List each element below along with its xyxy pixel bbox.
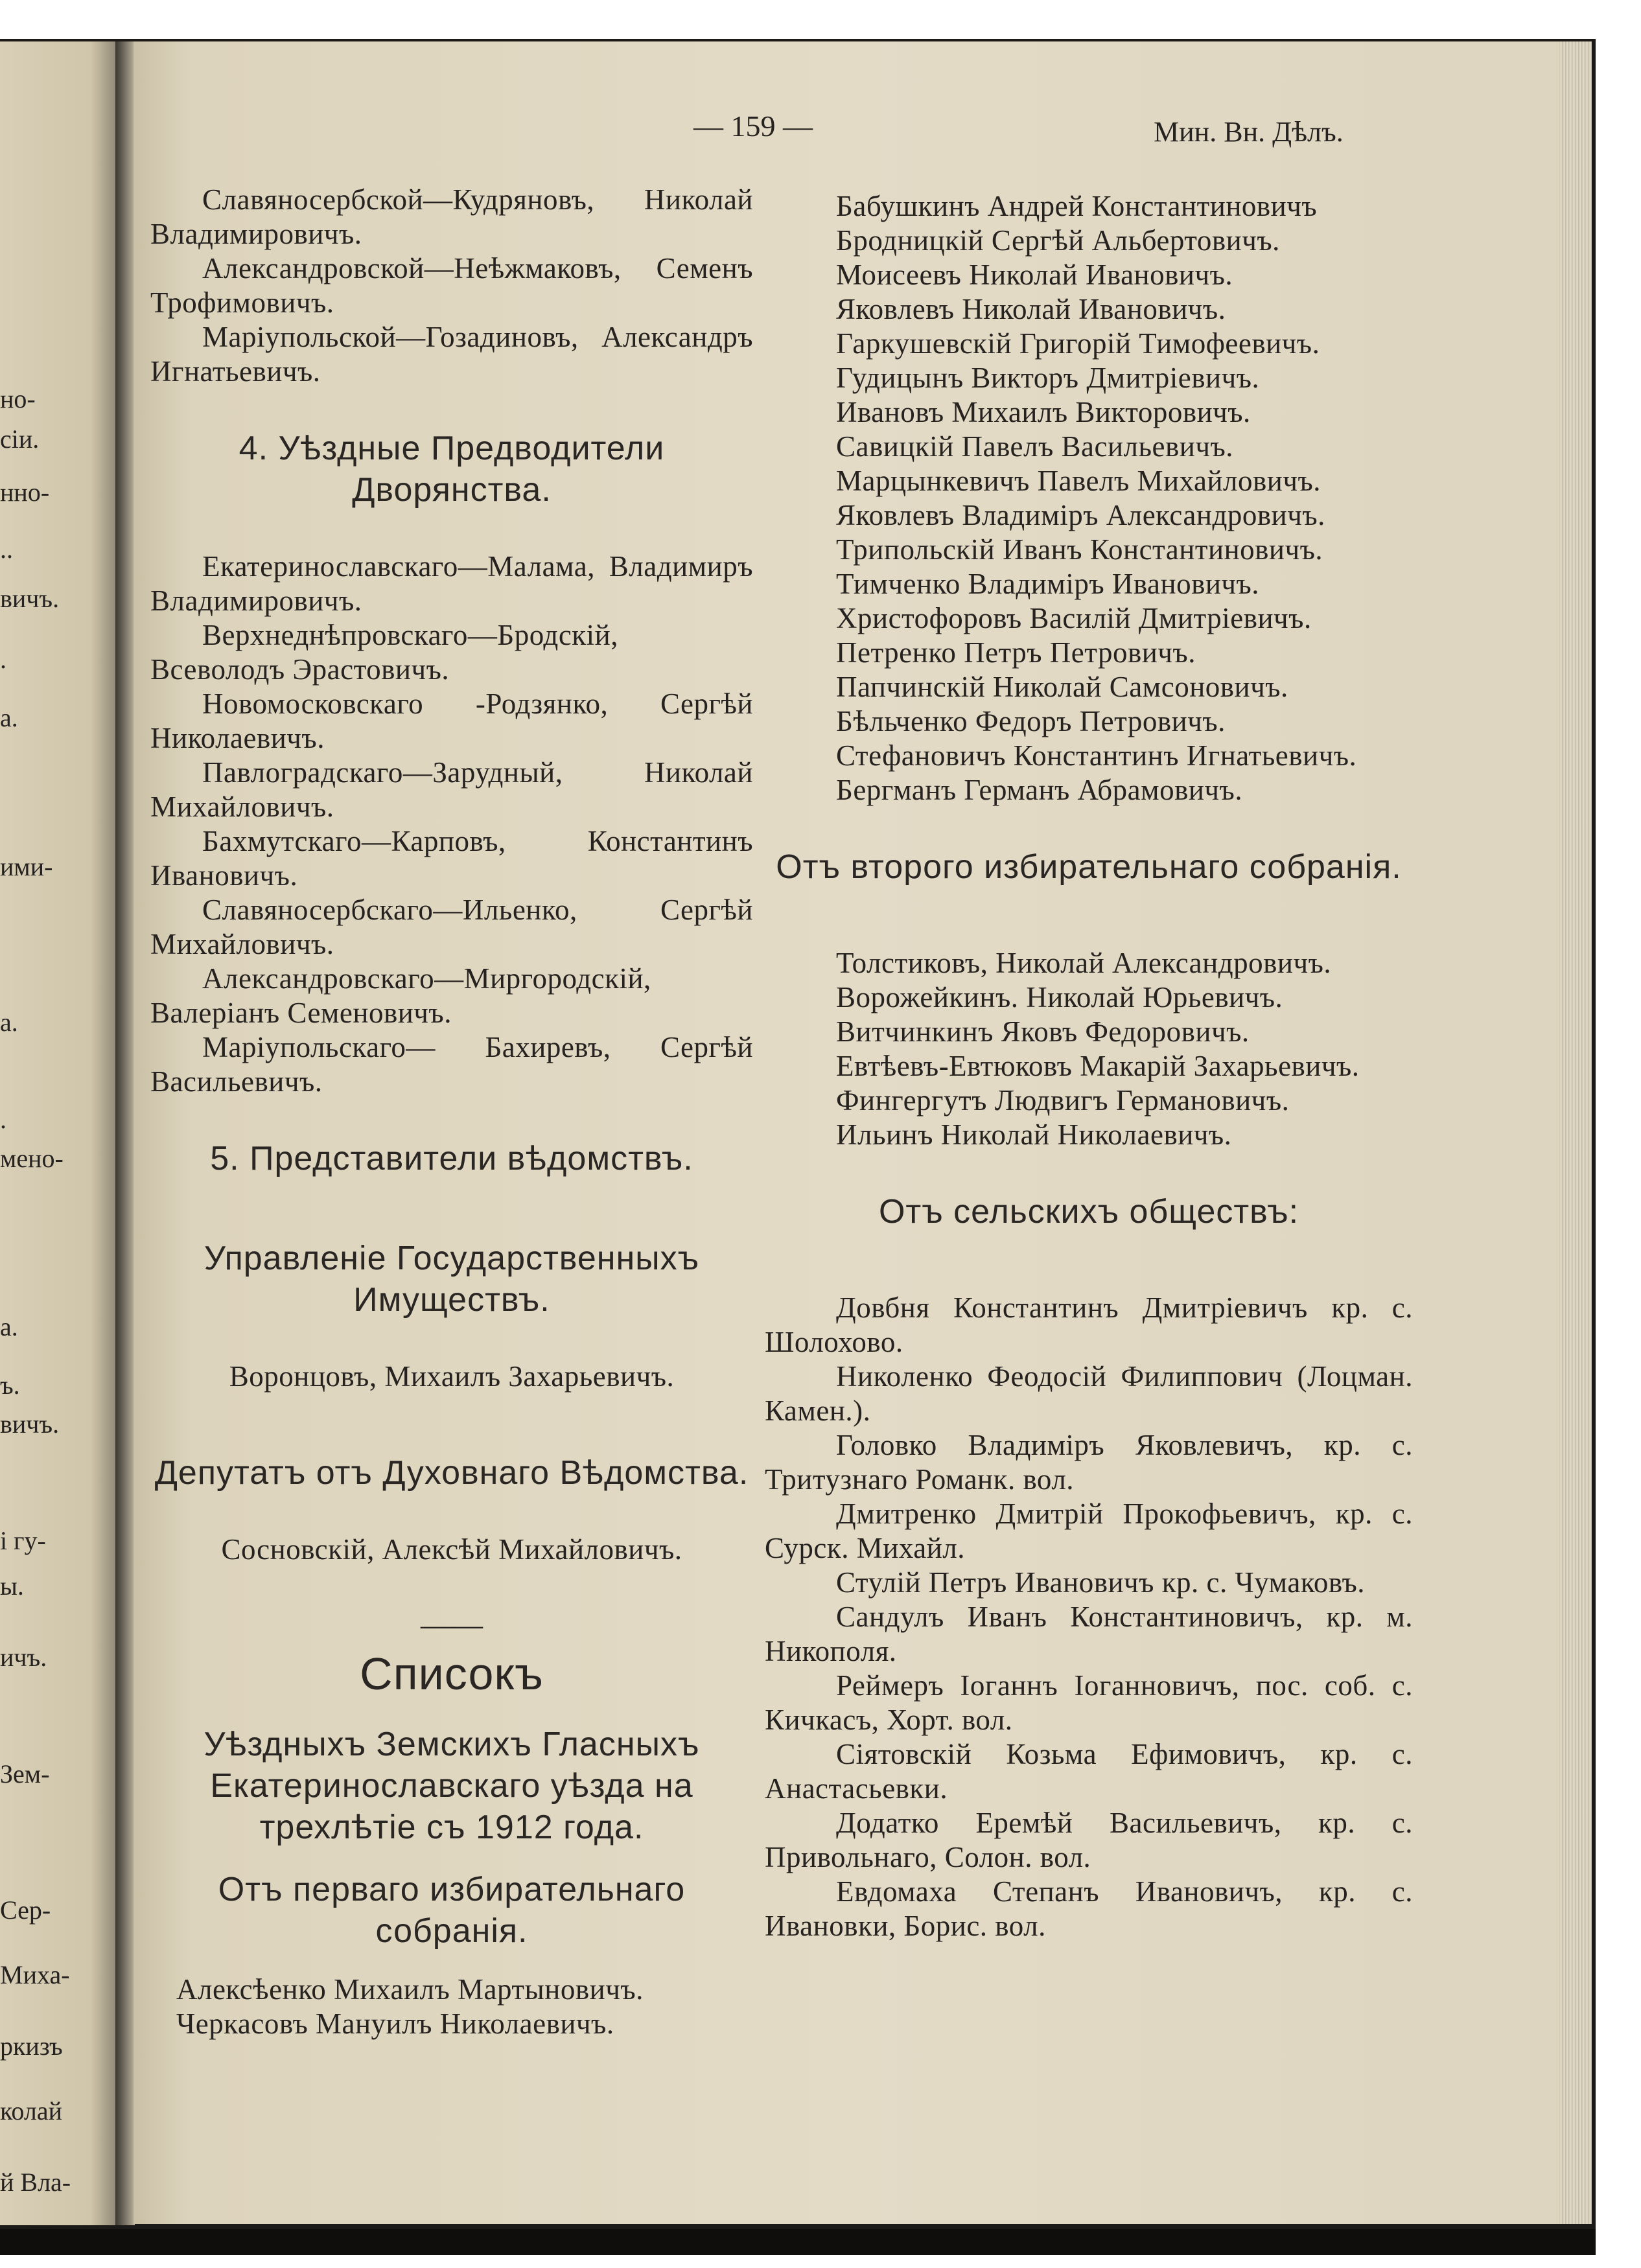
left-page-fragment: і гу- [0, 1526, 46, 1555]
running-title: Мин. Вн. Дѣлъ. [1154, 116, 1344, 148]
list-item: Ворожейкинъ. Николай Юрьевичъ. [836, 981, 1283, 1013]
list-item: Верхнеднѣпровскаго—Бродскій, Всеволодъ Эрастовичъ. [150, 619, 619, 686]
page-edges [1559, 41, 1592, 2224]
list-item: Моисеевъ Николай Ивановичъ. [836, 259, 1233, 291]
left-page-fragment: ъ. [0, 1371, 20, 1400]
list-item: Тимченко Владиміръ Ивановичъ. [836, 568, 1260, 600]
list-item: Бабушкинъ Андрей Константиновичъ [836, 190, 1318, 222]
list-item: Сіятовскій Козьма Ефимовичъ, кр. с. Анастасьевки. [765, 1738, 1413, 1805]
list-item: Александровской—Неѣжмаковъ, Семенъ Трофимовичъ. [150, 252, 753, 319]
list-item: Бергманъ Германъ Абрамовичъ. [836, 774, 1243, 806]
list-item: Бахмутскаго—Карповъ, Константинъ Ивановичъ. [150, 825, 753, 892]
list-title: Списокъ [360, 1649, 544, 1699]
list-item: Евдомаха Степанъ Ивановичъ, кр. с. Ивановки, Борис. вол. [765, 1875, 1413, 1942]
list-item: Славяносербскаго—Ильенко, Сергѣй Михайловичъ. [150, 894, 753, 960]
list-item: Фингергутъ Людвигъ Германовичъ. [836, 1084, 1290, 1117]
list-item: Гудицынъ Викторъ Дмитріевичъ. [836, 362, 1260, 394]
list-item: Николенко Феодосій Филиппович (Лоцман. Камен.). [765, 1360, 1413, 1427]
left-page-fragment: ркизъ [0, 2031, 63, 2061]
left-page-fragment: вичъ. [0, 1409, 60, 1439]
section-heading: 5. Представители вѣдомствъ. [210, 1140, 693, 1177]
section-heading: Отъ второго избирательнаго собранія. [776, 848, 1402, 886]
left-page-fragment: мено- [0, 1144, 64, 1173]
left-page-fragment: Сер- [0, 1895, 51, 1925]
list-item: Папчинскій Николай Самсоновичъ. [836, 671, 1288, 703]
list-item: Евтѣевъ-Евтюковъ Макарій Захарьевичъ. [836, 1050, 1360, 1082]
left-page-fragment: но- [0, 384, 36, 413]
right-column [765, 189, 1413, 1943]
list-item: Петренко Петръ Петровичъ. [836, 636, 1196, 669]
list-item: Гаркушевскій Григорій Тимофеевичъ. [836, 327, 1320, 360]
left-page-fragment: а. [0, 1008, 18, 1037]
left-page-fragment: . [0, 645, 6, 674]
list-item: Бродницкій Сергѣй Альбертовичъ. [836, 224, 1280, 257]
left-page-fragment: сіи. [0, 424, 40, 454]
left-page-fragment: нно- [0, 478, 50, 507]
list-item: Маріупольскаго— Бахиревъ, Сергѣй Васильевичъ. [150, 1031, 753, 1098]
left-page-fragment: Миха- [0, 1960, 70, 1989]
list-item: Стефановичъ Константинъ Игнатьевичъ. [836, 739, 1357, 772]
list-item: Витчинкинъ Яковъ Федоровичъ. [836, 1015, 1250, 1048]
list-subtitle: Уѣздныхъ Земскихъ Гласныхъ Екатеринославскаго уѣзда на трехлѣтіе съ 1912 года. [204, 1726, 700, 1846]
left-page-fragment: Зем- [0, 1759, 50, 1788]
bottom-edge [0, 2229, 1596, 2255]
left-page [0, 41, 130, 2225]
list-item: Александровскаго—Миргородскій, Валеріанъ Семеновичъ. [150, 962, 651, 1029]
list-item: Славяносербской—Кудряновъ, Николай Владимировичъ. [150, 183, 753, 250]
list-item: Стулій Петръ Ивановичъ кр. с. Чумаковъ. [836, 1566, 1366, 1599]
section-heading: Отъ сельскихъ обществъ: [878, 1193, 1299, 1231]
list-item: Сандулъ Иванъ Константиновичъ, кр. м. Никополя. [765, 1601, 1413, 1667]
left-page-fragment: . [0, 1105, 6, 1134]
list-item: Дмитренко Дмитрій Прокофьевичъ, кр. с. Сурск. Михайл. [765, 1498, 1413, 1564]
left-page-fragment: а. [0, 703, 18, 732]
list-item: Толстиковъ, Николай Александровичъ. [836, 947, 1332, 979]
list-item: Яковлевъ Николай Ивановичъ. [836, 293, 1226, 325]
list-item: Головко Владиміръ Яковлевичъ, кр. с. Тритузнаго Романк. вол. [765, 1429, 1413, 1496]
section-heading: Депутатъ отъ Духовнаго Вѣдомства. [154, 1454, 749, 1492]
list-item: Трипольскій Иванъ Константиновичъ. [836, 533, 1323, 566]
list-item: Додатко Еремѣй Васильевичъ, кр. с. Привольнаго, Солон. вол. [765, 1807, 1413, 1873]
page-number: — 159 — [693, 110, 813, 143]
book-spine [115, 41, 135, 2225]
left-page-fragment: й Вла- [0, 2168, 71, 2197]
list-item: Ильинъ Николай Николаевичъ. [836, 1118, 1232, 1151]
list-item: Черкасовъ Мануилъ Николаевичъ. [176, 2008, 614, 2040]
left-page-fragment: ы. [0, 1571, 24, 1601]
section-heading: Отъ перваго избирательнаго собранія. [218, 1871, 686, 1950]
list-item: Марцынкевичъ Павелъ Михайловичъ. [836, 465, 1321, 497]
list-item: Павлоградскаго—Зарудный, Николай Михайловичъ. [150, 756, 753, 823]
left-page-fragment: а. [0, 1312, 18, 1341]
list-item: Реймеръ Іоганнъ Іоганновичъ, пос. соб. с. Кичкасъ, Хорт. вол. [765, 1669, 1413, 1736]
list-item: Маріупольской—Гозадиновъ, Александръ Игнатьевичъ. [150, 321, 753, 388]
list-item: Алексѣенко Михаилъ Мартыновичъ. [176, 1973, 644, 2006]
section-heading: 4. Уѣздные Предводители Дворянства. [239, 430, 665, 509]
section-heading: Управленіе Государственныхъ Имуществъ. [204, 1240, 700, 1319]
list-item: Савицкій Павелъ Васильевичъ. [836, 430, 1233, 463]
list-item: Сосновскій, Алексѣй Михайловичъ. [221, 1533, 682, 1566]
left-page-fragment: ичъ. [0, 1643, 47, 1672]
left-page-fragment: вичъ. [0, 584, 60, 613]
left-page-fragment: ими- [0, 852, 53, 881]
list-item: Новомосковскаго -Родзянко, Сергѣй Николаевичъ. [150, 688, 753, 754]
list-item: Бѣльченко Федоръ Петровичъ. [836, 705, 1226, 737]
left-column [150, 183, 753, 2041]
divider: —— [421, 1608, 483, 1642]
list-item: Екатеринославскаго—Малама, Владимиръ Владимировичъ. [150, 550, 753, 617]
left-page-fragment: .. [0, 535, 13, 564]
list-item: Ивановъ Михаилъ Викторовичъ. [836, 396, 1251, 428]
list-item: Довбня Константинъ Дмитріевичъ кр. с. Шолохово. [765, 1291, 1413, 1358]
list-item: Яковлевъ Владиміръ Александровичъ. [836, 499, 1325, 531]
list-item: Воронцовъ, Михаилъ Захарьевичъ. [229, 1360, 675, 1393]
list-item: Христофоровъ Василій Дмитріевичъ. [836, 602, 1312, 634]
left-page-fragment: колай [0, 2096, 62, 2125]
